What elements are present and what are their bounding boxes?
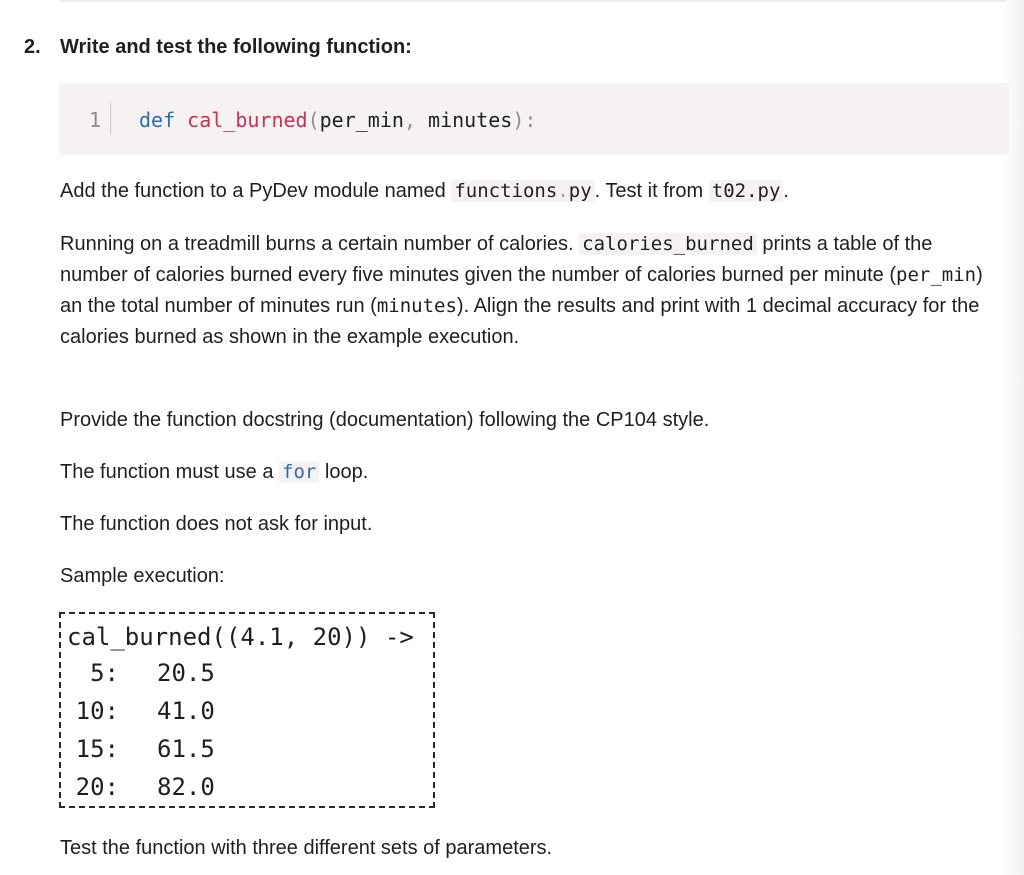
text-span: prints a table of the number of calories burned every five minutes given the number of calories burned per minute ( — [60, 233, 933, 286]
text-span: loop. — [319, 461, 369, 483]
sample-call: cal_burned((4.1, 20)) -> — [67, 623, 414, 651]
inline-code-for-keyword: for — [279, 461, 319, 483]
line-number-divider — [110, 103, 111, 135]
sample-minute: 20: — [75, 773, 119, 801]
sample-minute: 15: — [75, 735, 119, 763]
sample-calories: 61.5 — [157, 735, 215, 763]
inline-code-test-file: t02.py — [709, 180, 784, 202]
sample-calories: 82.0 — [157, 773, 215, 801]
code-param-minutes: minutes — [428, 108, 513, 132]
code-line-number: 1 — [89, 108, 102, 132]
sample-row — [61, 730, 421, 768]
text-span: ). Align the results and print with 1 decimal accuracy for the calories burned as shown in the example execution. — [60, 295, 980, 348]
module-name: functions — [454, 180, 558, 202]
text-span: Add the function to a PyDev module named — [60, 180, 452, 202]
code-close: ): — [512, 108, 537, 132]
text-span: . — [783, 180, 789, 202]
sample-row — [61, 768, 421, 806]
top-divider — [60, 0, 1006, 2]
sample-row — [61, 692, 421, 730]
question-title: Write and test the following function: — [60, 36, 412, 58]
inline-code-calories-burned: calories_burned — [579, 233, 757, 255]
sample-execution-label: Sample execution: — [60, 565, 225, 587]
description-paragraph — [60, 229, 1000, 353]
module-dot: . — [557, 180, 569, 202]
code-comma: , — [403, 108, 416, 132]
text-span: . Test it from — [594, 180, 709, 202]
text-span: ) an the total number of minutes run ( — [60, 264, 983, 317]
sample-calories: 41.0 — [157, 697, 215, 725]
question-number: 2. — [24, 36, 41, 58]
text-span: Running on a treadmill burns a certain number of calories. — [60, 233, 580, 255]
inline-code-minutes: minutes — [376, 295, 457, 317]
code-line — [139, 105, 536, 135]
testing-instruction: Test the function with three different sets of parameters. — [60, 837, 553, 859]
sample-minute: 5: — [90, 659, 119, 687]
code-keyword: def — [139, 108, 176, 132]
module-instructions — [60, 176, 1000, 207]
question-heading — [24, 34, 412, 60]
inline-code-per-min: per_min — [896, 264, 977, 286]
input-instruction: The function does not ask for input. — [60, 513, 373, 535]
inline-code-module — [451, 180, 594, 202]
code-param-per-min: per_min — [319, 108, 404, 132]
code-function-name: cal_burned — [187, 108, 308, 132]
sample-row — [61, 654, 421, 692]
docstring-instruction: Provide the function docstring (documentation) following the CP104 style. — [60, 409, 710, 431]
sample-minute: 10: — [75, 697, 119, 725]
code-open-paren: ( — [307, 108, 320, 132]
loop-instruction — [60, 457, 1000, 488]
text-span: The function must use a — [60, 461, 280, 483]
module-extension: py — [568, 180, 592, 202]
sample-execution-box — [59, 612, 435, 808]
sample-calories: 20.5 — [157, 659, 215, 687]
function-signature-code-block — [59, 83, 1009, 155]
